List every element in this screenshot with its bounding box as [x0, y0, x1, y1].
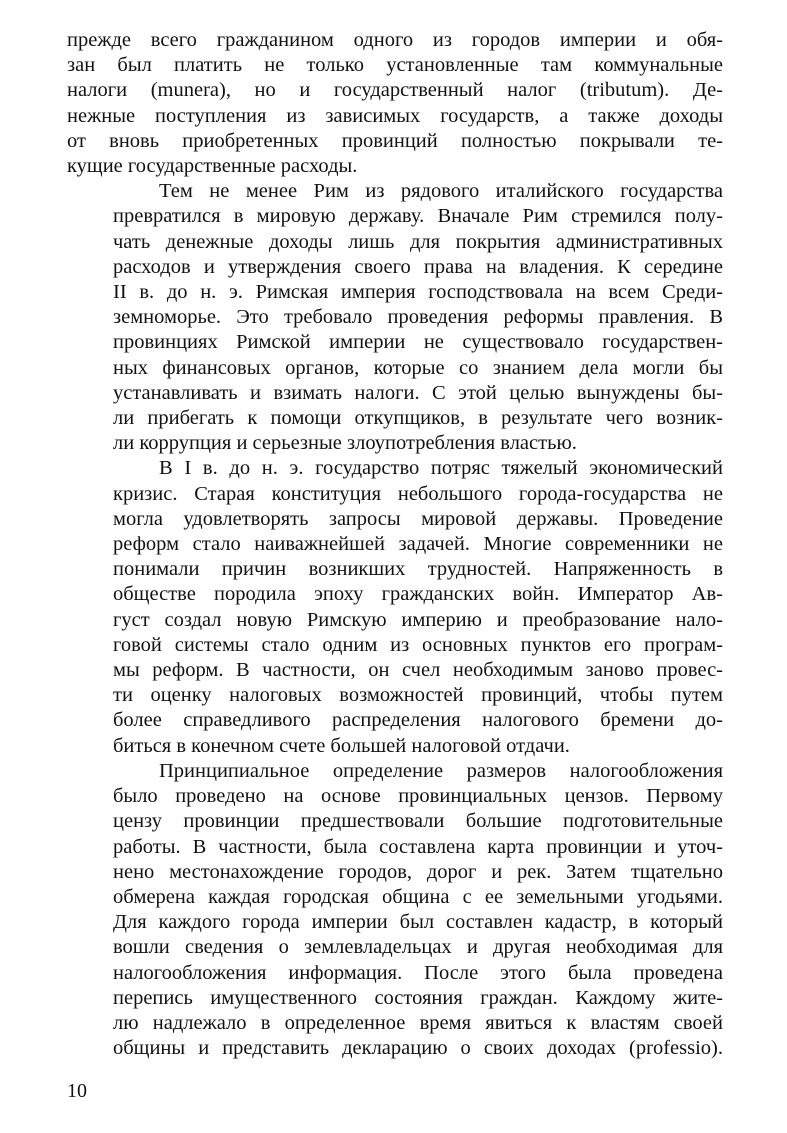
text-line: земноморье. Это требовало проведения реформы правления. В [113, 306, 723, 329]
text-line: лю надлежало в определенное время явиться к властям своей [113, 1011, 723, 1034]
text-line: расходов и утверждения своего права на владения. К середине [113, 255, 723, 278]
text-line: чать денежные доходы лишь для покрытия административных [113, 230, 723, 253]
text-line: зан был платить не только установленные там коммунальные [67, 54, 723, 77]
text-line: обществе породила эпоху гражданских войн. Император Ав- [113, 583, 723, 606]
text-line: мы реформ. В частности, он счел необходимым заново провес- [113, 659, 723, 682]
text-line: нено местонахождение городов, дорог и рек. Затем тщательно [113, 860, 723, 883]
text-line: нежные поступления из зависимых государств, а также доходы [67, 104, 723, 127]
text-line: В I в. до н. э. государство потряс тяжелый экономический [159, 457, 723, 480]
text-line: было проведено на основе провинциальных цензов. Первому [113, 785, 723, 808]
text-line: налогообложения информация. После этого была проведена [113, 961, 723, 984]
text-line: биться в конечном счете большей налоговой отдачи. [113, 734, 570, 757]
paragraph-2 [67, 179, 723, 456]
paragraph-4 [67, 759, 723, 1061]
text-line: вошли сведения о землевладельцах и другая необходимая для [113, 936, 723, 959]
text-line: понимали причин возникших трудностей. Напряженность в [113, 558, 723, 581]
text-line: II в. до н. э. Римская империя господствовала на всем Среди- [113, 281, 723, 304]
text-line: ли прибегать к помощи откупщиков, в результате чего возник- [113, 407, 723, 430]
text-line: Принципиальное определение размеров налогообложения [159, 759, 723, 782]
text-line: ли коррупция и серьезные злоупотребления властью. [113, 432, 577, 455]
paragraph-3 [67, 456, 723, 758]
text-line: Для каждого города империи был составлен кадастр, в который [113, 911, 723, 934]
text-line: от вновь приобретенных провинций полностью покрывали те- [67, 129, 723, 152]
text-line: кризис. Старая конституция небольшого города-государства не [113, 482, 723, 505]
text-line: реформ стало наиважнейшей задачей. Многие современники не [113, 533, 723, 556]
text-line: говой системы стало одним из основных пунктов его програм- [113, 633, 723, 656]
text-line: ных финансовых органов, которые со знанием дела могли бы [113, 356, 723, 379]
text-line: Тем не менее Рим из рядового италийского государства [159, 180, 723, 203]
text-line: ти оценку налоговых возможностей провинций, чтобы путем [113, 684, 723, 707]
text-line: густ создал новую Римскую империю и преобразование нало- [113, 608, 723, 631]
page-body [67, 28, 723, 1061]
text-line: общины и представить декларацию о своих доходах (professio). [113, 1037, 723, 1060]
text-line: кущие государственные расходы. [67, 155, 358, 178]
page-number: 10 [67, 1080, 87, 1102]
text-line: прежде всего гражданином одного из городов империи и обя- [67, 29, 723, 51]
text-line: устанавливать и взимать налоги. С этой целью вынуждены бы- [113, 381, 723, 404]
text-line: провинциях Римской империи не существовало государствен- [113, 331, 723, 354]
text-line: налоги (munera), но и государственный налог (tributum). Де- [67, 79, 723, 102]
text-line: перепись имущественного состояния граждан. Каждому жите- [113, 986, 723, 1009]
text-line: более справедливого распределения налогового бремени до- [113, 709, 723, 732]
text-line: могла удовлетворять запросы мировой державы. Проведение [113, 507, 723, 530]
text-line: обмерена каждая городская община с ее земельными угодьями. [113, 885, 723, 908]
text-line: работы. В частности, была составлена карта провинции и уточ- [113, 835, 723, 858]
text-line: превратился в мировую державу. Вначале Рим стремился полу- [113, 205, 723, 228]
text-line: цензу провинции предшествовали большие подготовительные [113, 810, 723, 833]
paragraph-1 [67, 28, 723, 179]
